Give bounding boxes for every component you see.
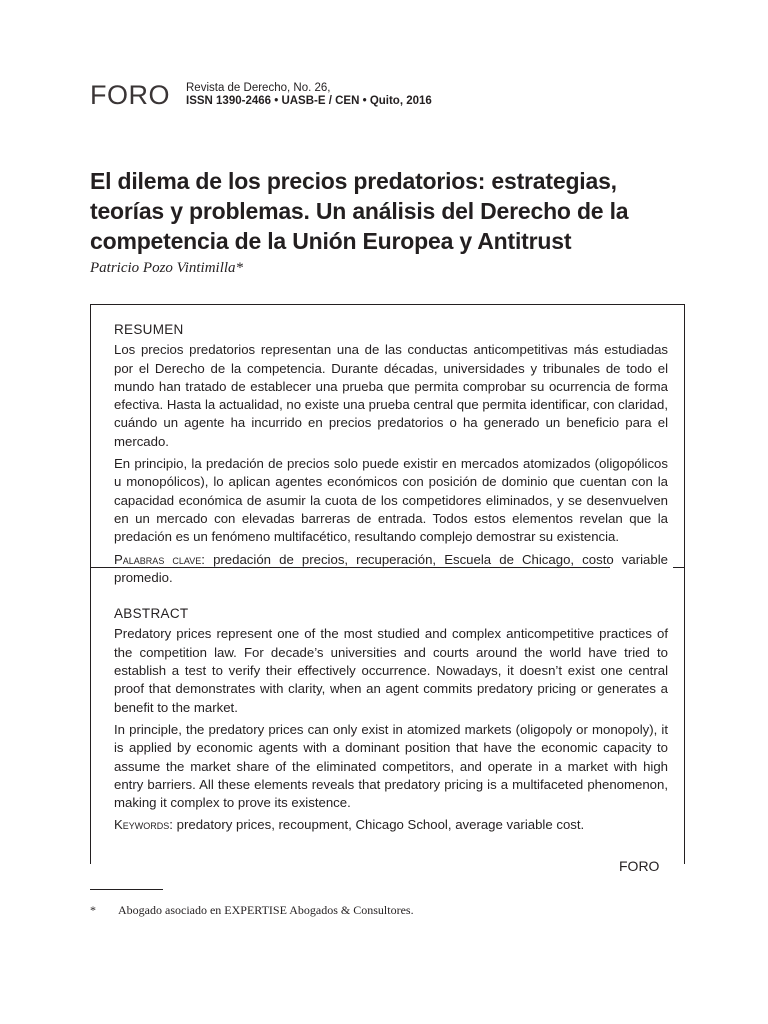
author-name: Patricio Pozo Vintimilla [90, 260, 236, 276]
journal-meta [186, 82, 586, 108]
journal-logo: FORO [90, 80, 170, 110]
author-footnote-mark: * [235, 260, 244, 276]
abstract-keywords-text: predatory prices, recoupment, Chicago School, average variable cost. [176, 817, 585, 833]
abstract-paragraph: In principle, the predatory prices can only exist in atomized markets (oligopoly or monopoly), it is applied by economic agents with a dominant position that have the economic capacity to assume the market share of the eliminated competitors, and operate in a market with high entry barriers. All these elements reveals that predatory pricing is a multifaceted phenomenon, making it complex to prove its existence. [114, 721, 668, 811]
resumen-keywords [114, 551, 668, 588]
journal-issn: ISSN 1390-2466 • UASB-E / CEN • Quito, 2016 [186, 95, 432, 107]
article-author [90, 260, 243, 277]
resumen-keywords-label: Palabras clave: [114, 551, 205, 567]
abstract-box-bottom-rule [90, 567, 685, 568]
resumen-heading: RESUMEN [114, 322, 184, 337]
resumen-paragraph: Los precios predatorios representan una de las conductas anticompetitivas más estudiadas por el Derecho de la competencia. Durante décadas, universidades y tribunales de todo el mundo han tratado de establecer una prueba que permita comprobar su ocurrencia de forma efectiva. Hasta la actualidad, no existe una prueba central que permita identificar, con claridad, cuándo un agente ha incurrido en precios predatorios o ha generado un beneficio para el mercado. [114, 342, 668, 449]
footnote [90, 903, 414, 918]
resumen-paragraph: En principio, la predación de precios solo puede existir en mercados atomizados (oligopólicos u monopólicos), lo aplican agentes económicos con posición de dominio que cuentan con la capacidad económica de asumir la cuota de los competidores eliminados, y se desenvuelven en un mercado con elevadas barreras de entrada. Todos estos elementos revelan que la predación es un fenómeno multifacético, resultando complejo demostrar su existencia. [114, 456, 668, 545]
abstract-keywords-label: Keywords: [114, 817, 173, 833]
abstract-heading: ABSTRACT [114, 606, 189, 622]
abstract-keywords [114, 816, 668, 834]
footnote-mark: * [90, 903, 96, 917]
footnote-rule [90, 889, 163, 890]
resumen-keywords-text: predación de precios, recuperación, Escuela de Chicago, costo variable promedio. [114, 551, 668, 585]
article-title: El dilema de los precios predatorios: estrategias, teorías y problemas. Un análisis del Derecho de la competencia de la Unión Europea y Antitrust [90, 168, 629, 254]
abstract-box-content [114, 321, 668, 839]
box-rule-right [673, 567, 685, 568]
footnote-text: Abogado asociado en EXPERTISE Abogados & Consultores. [118, 903, 414, 917]
box-rule-left [90, 567, 610, 568]
box-journal-mark: FORO [619, 858, 660, 874]
abstract-paragraph: Predatory prices represent one of the most studied and complex anticompetitive practices of the competition law. For decade’s universities and courts around the world have tried to establish a test to verify their effectively occurrence. Nowadays, it doesn’t exist one central proof that demonstrates with clarity, when an agent commits predatory pricing or generates a benefit to the market. [114, 626, 668, 715]
journal-issue: Revista de Derecho, No. 26, [186, 82, 331, 94]
abstract-box [90, 304, 685, 864]
